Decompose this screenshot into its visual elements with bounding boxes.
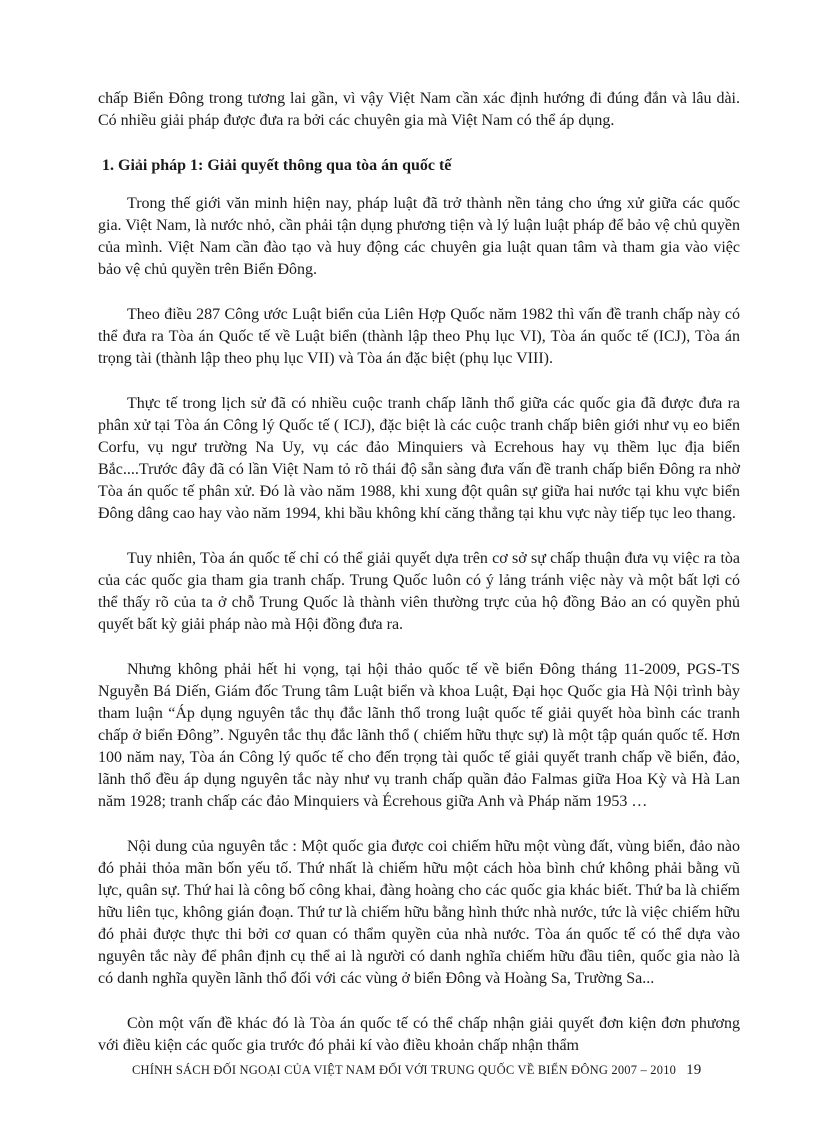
- intro-paragraph: chấp Biển Đông trong tương lai gần, vì vậy Việt Nam cần xác định hướng đi đúng đắn và lâu dài. Có nhiều giải pháp được đưa ra bởi các chuyên gia mà Việt Nam có thể áp dụng.: [98, 90, 740, 129]
- paragraph-7: Còn một vấn đề khác đó là Tòa án quốc tế có thể chấp nhận giải quyết đơn kiện đơn phương với điều kiện các quốc gia trước đó phải kí vào điều khoản chấp nhận thẩm: [98, 1015, 740, 1054]
- document-body: [98, 88, 740, 1080]
- paragraph-2: Theo điều 287 Công ước Luật biển của Liên Hợp Quốc năm 1982 thì vấn đề tranh chấp này có thể đưa ra Tòa án Quốc tế về Luật biển (thành lập theo Phụ lục VI), Tòa án quốc tế (ICJ), Tòa án trọng tài (thành lập theo phụ lục VII) và Tòa án đặc biệt (phụ lục VIII).: [98, 306, 740, 367]
- footer-title: CHÍNH SÁCH ĐỐI NGOẠI CỦA VIỆT NAM ĐỐI VỚI TRUNG QUỐC VỀ BIỂN ĐÔNG 2007 – 2010: [132, 1063, 677, 1077]
- paragraph-5: Nhưng không phải hết hi vọng, tại hội thảo quốc tế về biển Đông tháng 11-2009, PGS-TS Nguyễn Bá Diến, Giám đốc Trung tâm Luật biển và khoa Luật, Đại học Quốc gia Hà Nội trình bày tham luận “Áp dụng nguyên tắc thụ đắc lãnh thổ trong luật quốc tế giải quyết hòa bình các tranh chấp ở biển Đông”. Nguyên tắc thụ đắc lãnh thổ ( chiếm hữu thực sự) là một tập quán quốc tế. Hơn 100 năm nay, Tòa án Công lý quốc tế cho đến trọng tài quốc tế giải quyết tranh chấp về biển, đảo, lãnh thổ đều áp dụng nguyên tắc này như vụ tranh chấp quần đảo Falmas giữa Hoa Kỳ và Hà Lan năm 1928; tranh chấp các đảo Minquiers và Écrehous giữa Anh và Pháp năm 1953 …: [98, 661, 740, 810]
- paragraph-4: Tuy nhiên, Tòa án quốc tế chỉ có thể giải quyết dựa trên cơ sở sự chấp thuận đưa vụ việc ra tòa của các quốc gia tham gia tranh chấp. Trung Quốc luôn có ý lảng tránh việc này và một bất lợi có thể thấy rõ của ta ở chỗ Trung Quốc là thành viên thường trực của hộ đồng Bảo an có quyền phủ quyết bất kỳ giải pháp nào mà Hội đồng đưa ra.: [98, 550, 740, 633]
- page-number: 19: [686, 1062, 702, 1078]
- paragraph-6: Nội dung của nguyên tắc : Một quốc gia được coi chiếm hữu một vùng đất, vùng biển, đảo nào đó phải thỏa mãn bốn yếu tố. Thứ nhất là chiếm hữu một cách hòa bình chứ không phải bằng vũ lực, quân sự. Thứ hai là công bố công khai, đàng hoàng cho các quốc gia khác biết. Thứ ba là chiếm hữu liên tục, không gián đoạn. Thứ tư là chiếm hữu bằng hình thức nhà nước, tức là việc chiếm hữu đó phải được thực thi bởi cơ quan có thẩm quyền của nhà nước. Tòa án quốc tế có thể dựa vào nguyên tắc này để phân định cụ thể ai là người có danh nghĩa chiếm hữu đầu tiên, quốc gia nào là có danh nghĩa quyền lãnh thổ đối với các vùng ở biển Đông và Hoàng Sa, Trường Sa...: [98, 838, 740, 987]
- section-heading: 1. Giải pháp 1: Giải quyết thông qua tòa án quốc tế: [102, 157, 452, 174]
- paragraph-1: Trong thế giới văn minh hiện nay, pháp luật đã trở thành nền tảng cho ứng xử giữa các quốc gia. Việt Nam, là nước nhỏ, cần phải tận dụng phương tiện và lý luận luật pháp để bảo vệ chủ quyền của mình. Việt Nam cần đào tạo và huy động các chuyên gia luật quan tâm và tham gia vào việc bảo vệ chủ quyền trên Biển Đông.: [98, 195, 740, 278]
- page-footer: [132, 1062, 742, 1079]
- paragraph-3: Thực tế trong lịch sử đã có nhiều cuộc tranh chấp lãnh thổ giữa các quốc gia đã được đưa ra phân xử tại Tòa án Công lý Quốc tế ( ICJ), đặc biệt là các cuộc tranh chấp biên giới như vụ eo biển Corfu, vụ ngư trường Na Uy, vụ các đảo Minquiers và Ecrehous hay vụ thềm lục địa biển Bắc....Trước đây đã có lần Việt Nam tỏ rõ thái độ sẵn sàng đưa vấn đề tranh chấp biển Đông ra nhờ Tòa án quốc tế phân xử. Đó là vào năm 1988, khi xung đột quân sự giữa hai nước tại khu vực biển Đông dâng cao hay vào năm 1994, khi bầu không khí căng thẳng tại khu vực này tiếp tục leo thang.: [98, 395, 740, 522]
